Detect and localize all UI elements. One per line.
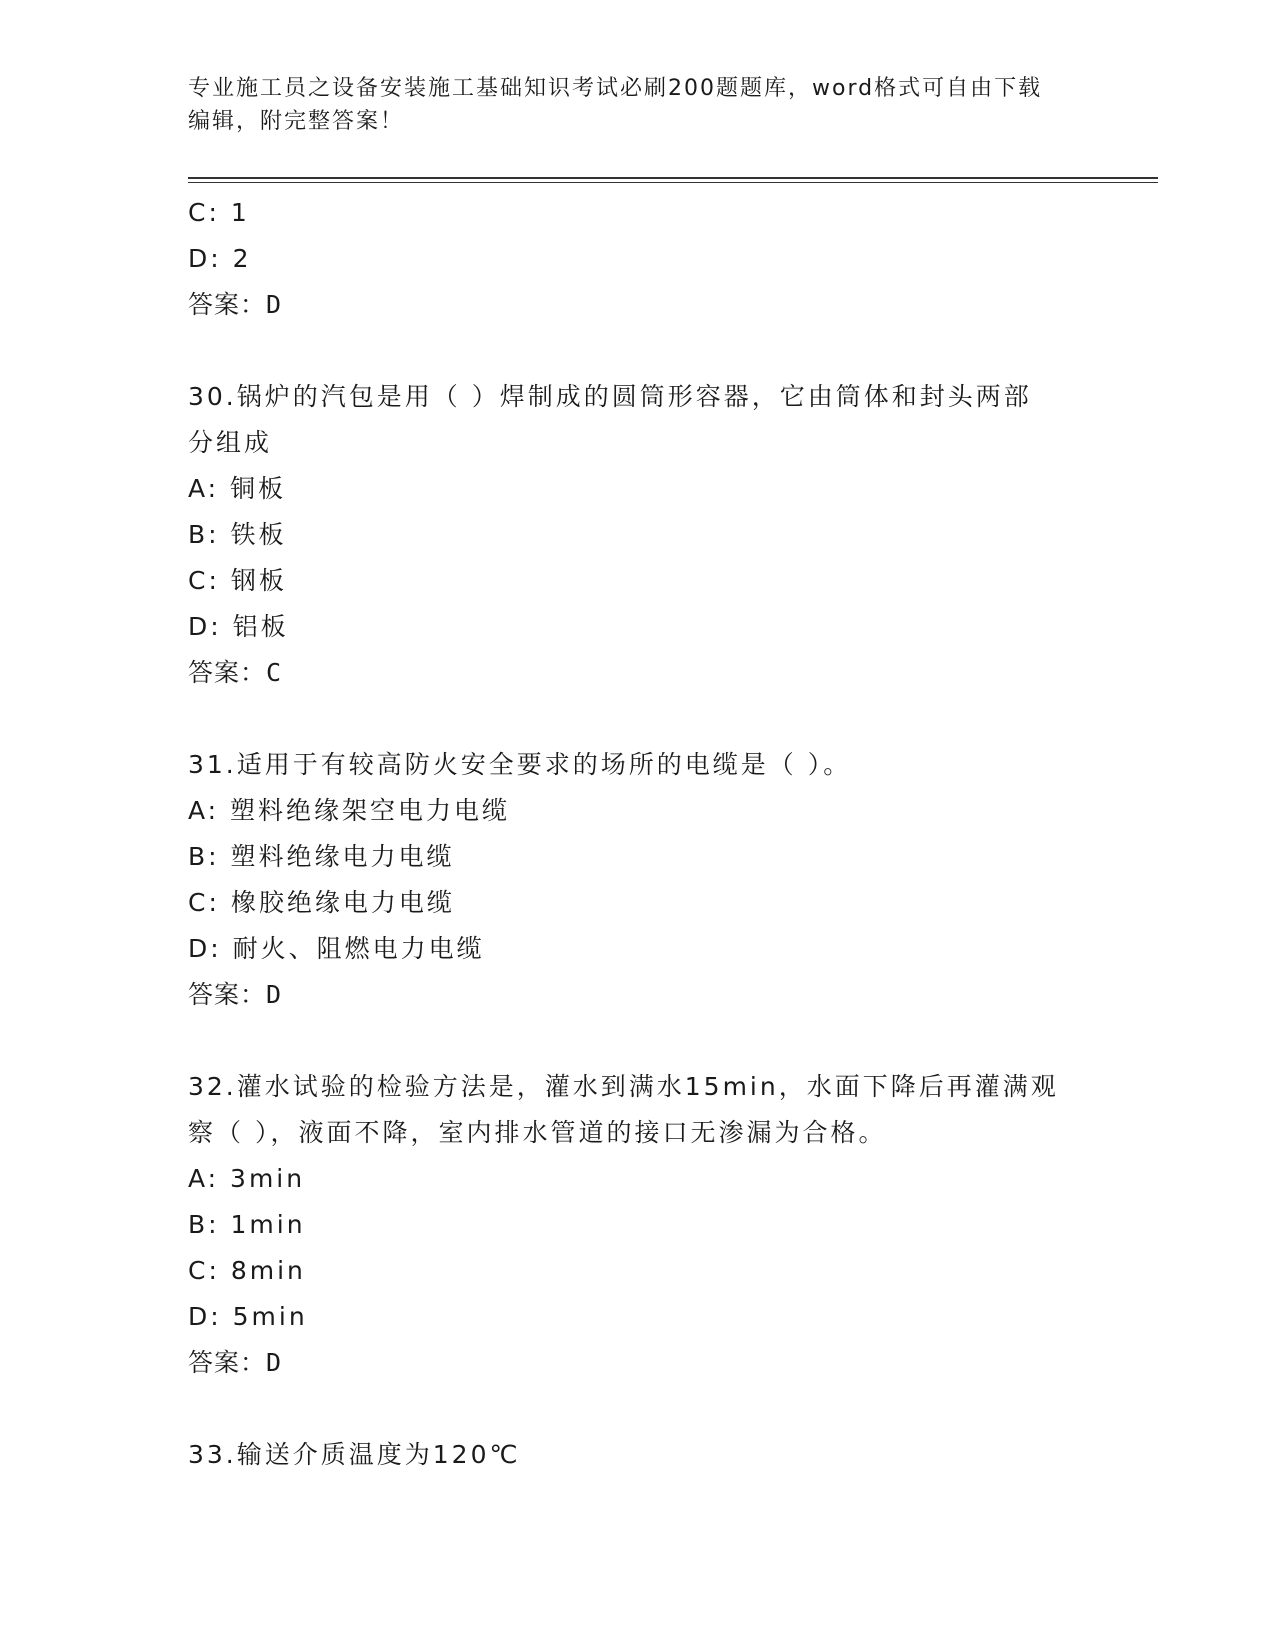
option-d: D: 耐火、阻燃电力电缆: [188, 934, 485, 963]
option-c: C: 8min: [188, 1256, 306, 1285]
question-text-line-1: 32.灌水试验的检验方法是，灌水到满水15min，水面下降后再灌满观: [188, 1072, 1059, 1101]
question-text-line-1: 33.输送介质温度为120℃: [188, 1440, 521, 1469]
option-d: D: 5min: [188, 1302, 308, 1331]
option-a: A: 3min: [188, 1164, 306, 1193]
answer-label: 答案：: [188, 290, 267, 319]
answer-label: 答案：: [188, 980, 267, 1009]
document-header: [188, 72, 1068, 138]
spacer: [188, 696, 1088, 742]
option-d: D: 2: [188, 244, 252, 273]
question-block: [188, 1064, 1088, 1386]
answer-value: D: [266, 980, 283, 1009]
answer-line: [188, 282, 1088, 328]
option-b: B: 塑料绝缘电力电缆: [188, 842, 455, 871]
question-text-line-2: 察（ ），液面不降，室内排水管道的接口无渗漏为合格。: [188, 1118, 887, 1147]
option-d: D: 铝板: [188, 612, 289, 641]
option-c: C: 1: [188, 198, 250, 227]
option-c: C: 橡胶绝缘电力电缆: [188, 888, 455, 917]
question-text-line-1: 30.锅炉的汽包是用（ ）焊制成的圆筒形容器，它由筒体和封头两部: [188, 382, 1032, 411]
question-text-line-2: 分组成: [188, 428, 273, 457]
spacer: [188, 1018, 1088, 1064]
option-b: B: 1min: [188, 1210, 306, 1239]
spacer: [188, 1386, 1088, 1432]
question-block: [188, 190, 1088, 328]
question-text-line-1: 31.适用于有较高防火安全要求的场所的电缆是（ ）。: [188, 750, 852, 779]
answer-line: [188, 972, 1088, 1018]
answer-line: [188, 1340, 1088, 1386]
option-a: A: 塑料绝缘架空电力电缆: [188, 796, 511, 825]
question-block: [188, 374, 1088, 696]
question-block: [188, 1432, 1088, 1478]
option-a: A: 铜板: [188, 474, 287, 503]
answer-value: D: [266, 290, 283, 319]
answer-label: 答案：: [188, 658, 267, 687]
header-title-line-1: 专业施工员之设备安装施工基础知识考试必刷200题题库，word格式可自由下载: [188, 76, 1043, 101]
answer-label: 答案：: [188, 1348, 267, 1377]
answer-value: C: [266, 658, 283, 687]
spacer: [188, 328, 1088, 374]
answer-value: D: [266, 1348, 283, 1377]
header-title-line-2: 编辑，附完整答案！: [188, 109, 405, 134]
header-divider-thin: [188, 182, 1158, 183]
question-list: [188, 190, 1088, 1478]
answer-line: [188, 650, 1088, 696]
option-b: B: 铁板: [188, 520, 287, 549]
option-c: C: 钢板: [188, 566, 287, 595]
question-block: [188, 742, 1088, 1018]
header-divider-thick: [188, 177, 1158, 179]
